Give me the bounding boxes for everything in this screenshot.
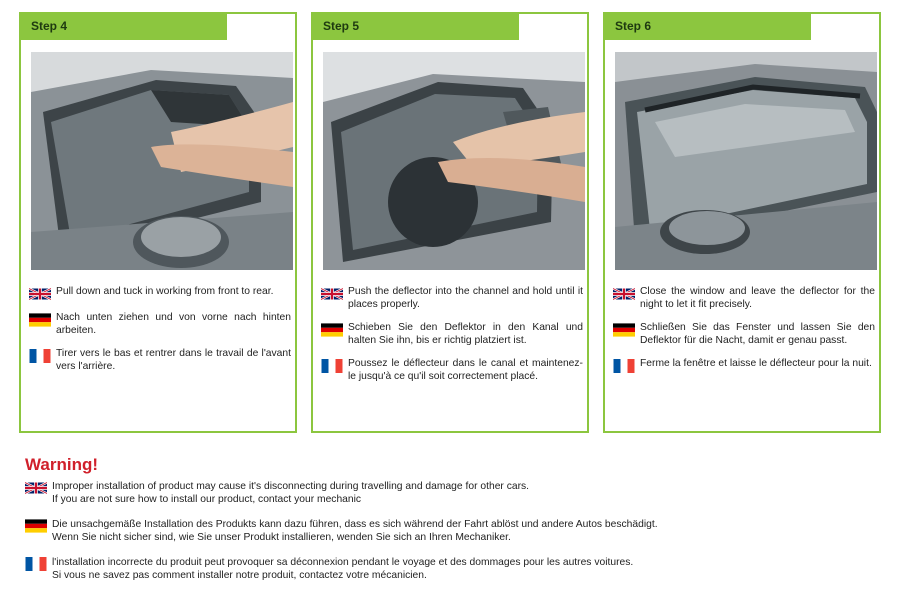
step-5-instructions — [321, 286, 583, 395]
step-5-card — [311, 12, 589, 433]
uk-flag-icon — [25, 481, 47, 495]
step-6-card — [603, 12, 881, 433]
step-6-instruction-de — [613, 322, 875, 347]
germany-flag-icon — [613, 323, 635, 337]
germany-flag-icon — [25, 519, 47, 533]
instruction-text-en: Push the deflector into the channel and hold until it places properly. — [348, 286, 583, 310]
step-6-label: Step 6 — [603, 12, 811, 40]
warning-de — [25, 518, 885, 544]
step-5-photo — [323, 52, 585, 270]
warning-text-de-line-1: Die unsachgemäße Installation des Produkts kann dazu führen, dass es sich während der Fahrt ablöst und andere Autos beschädigt. — [52, 519, 658, 530]
france-flag-icon — [321, 359, 343, 373]
step-6-instructions — [613, 286, 875, 384]
germany-flag-icon — [321, 323, 343, 337]
instruction-text-fr: Poussez le déflecteur dans le canal et maintenez-le jusqu'à ce qu'il soit correctement placé. — [348, 358, 583, 382]
warning-fr — [25, 556, 885, 582]
france-flag-icon — [29, 349, 51, 363]
warning-en — [25, 480, 885, 506]
step-5-instruction-fr — [321, 358, 583, 383]
uk-flag-icon — [321, 287, 343, 301]
instruction-text-fr: Tirer vers le bas et rentrer dans le travail de l'avant vers l'arrière. — [56, 348, 291, 372]
step-5-instruction-de — [321, 322, 583, 347]
instruction-text-de: Schließen Sie das Fenster und lassen Sie den Deflektor für die Nacht, damit er genau passt. — [640, 322, 875, 346]
warning-text-de-line-2: Wenn Sie nicht sicher sind, wie Sie unser Produkt installieren, wenden Sie sich an Ihren Mechaniker. — [52, 532, 511, 543]
instruction-text-de: Nach unten ziehen und von vorne nach hinten arbeiten. — [56, 312, 291, 336]
step-6-photo — [615, 52, 877, 270]
germany-flag-icon — [29, 313, 51, 327]
warning-text-fr-line-1: l'installation incorrecte du produit peut provoquer sa déconnexion pendant le voyage et des dommages pour les autres voitures. — [52, 557, 634, 568]
warning-title: Warning! — [25, 455, 99, 474]
instruction-text-en: Close the window and leave the deflector for the night to let it fit precisely. — [640, 286, 875, 310]
warning-section — [25, 455, 885, 594]
step-4-instruction-fr — [29, 348, 291, 373]
step-4-instruction-en — [29, 286, 291, 301]
instruction-text-fr: Ferme la fenêtre et laisse le déflecteur pour la nuit. — [640, 358, 872, 370]
instruction-text-de: Schieben Sie den Deflektor in den Kanal und halten Sie ihn, bis er richtig platziert ist. — [348, 322, 583, 346]
instruction-text-en: Pull down and tuck in working from front to rear. — [56, 286, 274, 297]
step-6-instruction-fr — [613, 358, 875, 373]
warning-text-fr-line-2: Si vous ne savez pas comment installer notre produit, contactez votre mécanicien. — [52, 570, 427, 581]
warning-text-en-line-1: Improper installation of product may cause it's disconnecting during travelling and damage for other cars. — [52, 481, 530, 492]
france-flag-icon — [613, 359, 635, 373]
step-4-label: Step 4 — [19, 12, 227, 40]
step-4-photo — [31, 52, 293, 270]
step-4-card — [19, 12, 297, 433]
warning-text-en-line-2: If you are not sure how to install our product, contact your mechanic — [52, 494, 362, 505]
france-flag-icon — [25, 557, 47, 571]
step-5-label: Step 5 — [311, 12, 519, 40]
step-5-instruction-en — [321, 286, 583, 311]
step-4-instruction-de — [29, 312, 291, 337]
uk-flag-icon — [29, 287, 51, 301]
uk-flag-icon — [613, 287, 635, 301]
step-6-instruction-en — [613, 286, 875, 311]
step-4-instructions — [29, 286, 291, 384]
